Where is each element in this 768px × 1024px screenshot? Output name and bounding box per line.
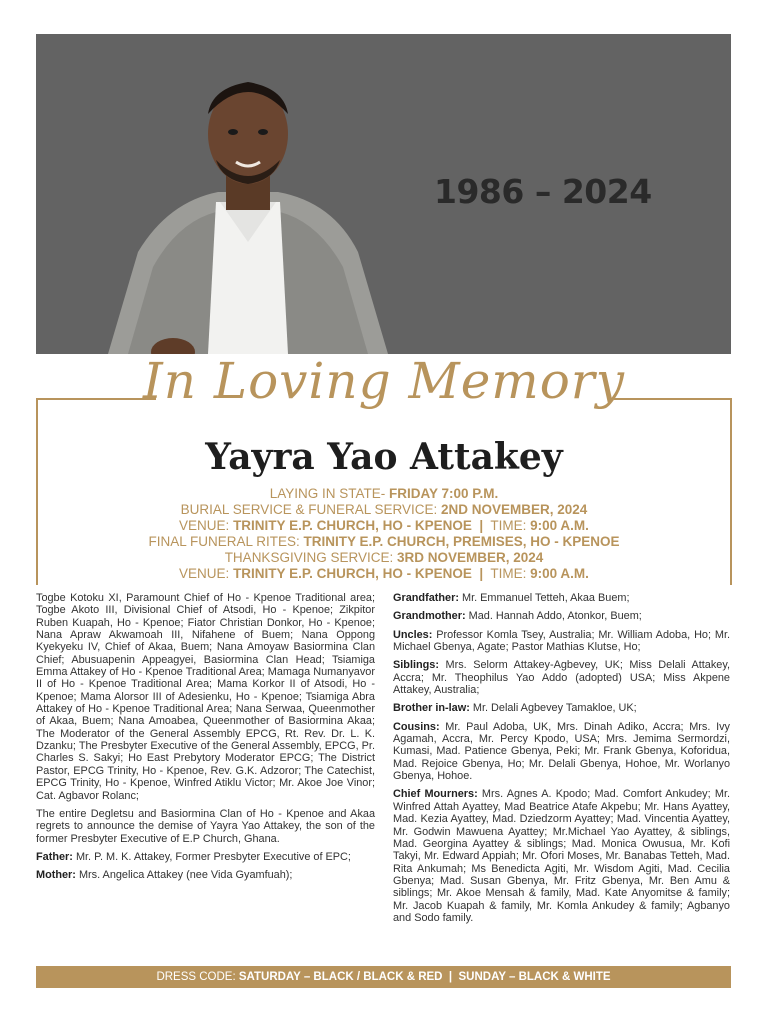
announcement-paragraph: The entire Degletsu and Basiormina Clan of Ho - Kpenoe and Akaa regrets to announce the demise of Yayra Yao Attakey, the son of the former Presbyter Executive of E.P Church, Ghana. <box>36 807 375 845</box>
deceased-name: Yayra Yao Attakey <box>205 436 563 478</box>
life-years: 1986 – 2024 <box>434 172 652 211</box>
right-column <box>393 592 730 930</box>
siblings-paragraph: Siblings: Mrs. Selorm Attakey-Agbevey, UK; Miss Delali Attakey, Accra; Mr. Theophilus Yao Addo (adopted) USA; Miss Akpene Attakey, Australia; <box>393 659 730 697</box>
service-line: VENUE: TRINITY E.P. CHURCH, HO - KPENOE | TIME: 9:00 A.M. <box>179 518 589 533</box>
left-column <box>36 592 375 888</box>
service-line: LAYING IN STATE- FRIDAY 7:00 P.M. <box>269 486 499 501</box>
chiefs-paragraph: Togbe Kotoku XI, Paramount Chief of Ho - Kpenoe Traditional area; Togbe Akoto III, Divisional Chief of Atsodi, Ho - Kpenoe; Zikpitor Ruben Kuapah, Ho - Kpenoe; Fiator Christian Donkor, Ho - Kpenoe; Nana Apraw Akwamoah III, Nifahene of Buem; Nana Oppong Kyekyeku IV, Chief of Akaa, Buem; Nana Amoyaw Basiormina Clan Chief; Abusuapenin Appeagyei, Basiormina Clan Head; Tsiamiga Emma Attakey of Ho - Kpenoe Traditional Area; Mamaga Numanyavor II of Ho - Kpenoe Traditional Area; Mama Korkor II of Atsodi, Ho - Kpenoe; Mama Alorsor III of Adesienku, Ho - Kpenoe; Tsiamiga Abra Attakey of Ho - Kpenoe Traditional Area; Nana Serwaa, Queenmother of Akaa, Buem; Nana Amoabea, Queenmother of Basiormina Akaa; The Moderator of the General Assembly EPCG, Rt. Rev. Dr. L. K. Dzanku; The Presbyter Executive of the General Assembly, EPCG, Pr. Charles S. Sakyi; Ho East Prebytory Moderator EPCG; The District Pastor, EPCG Trinity, Ho - Kpenoe, Rev. G.K. Adzoror; The Catechist, EPCG Trinity, Ho - Kpenoe, Winfred Atiklu Victor; Mr. Akoe Joe Vinor; Cat. Agbavor Rolanc; <box>36 592 375 802</box>
portrait-photo <box>98 52 398 354</box>
chief-mourners-paragraph: Chief Mourners: Mrs. Agnes A. Kpodo; Mad. Comfort Ankudey; Mr. Winfred Attah Ayattey, Mad Beatrice Atafe Akpebu; Mr. Hans Ayattey, Mad. Kezia Ayattey, Mad. Dziedzorm Ayattey; Mad. Vincentia Ayattey, Mr. Godwin Mawuena Ayattey; Mr.Michael Yao Ayattey, & siblings, Mad. Georgina Ayattey & siblings; Mad. Monica Owusua, Mr. Kofi Takyi, Mr. Edward Appiah; Mr. Ofori Moses, Mr. Banabas Tetteh, Mad. Rita Ankumah; Ms Benedicta Agiti, Mr. Wisdom Agiti, Mad. Cecilia Gbenya; Mad. Susan Gbenya, Mr. Fritz Gbenya, Mr. Ben Amu & siblings; Mr. Akoe Mensah & family, Mad. Kate Anyomitse & family; Mr. Jacob Kuapah & family, Mr. Komla Ankudey & family; Agbanyo and Sodo family. <box>393 788 731 924</box>
mother-paragraph: Mother: Mrs. Angelica Attakey (nee Vida Gyamfuah); <box>36 869 293 882</box>
in-loving-memory-title: In Loving Memory <box>143 352 625 410</box>
grandfather-paragraph: Grandfather: Mr. Emmanuel Tetteh, Akaa Buem; <box>393 592 630 604</box>
grandmother-paragraph: Grandmother: Mad. Hannah Addo, Atonkor, Buem; <box>393 610 642 623</box>
dress-code-bar: DRESS CODE: SATURDAY – BLACK / BLACK & RED | SUNDAY – BLACK & WHITE <box>36 966 731 988</box>
service-line: BURIAL SERVICE & FUNERAL SERVICE: 2ND NOVEMBER, 2024 <box>180 502 588 517</box>
cousins-paragraph: Cousins: Mr. Paul Adoba, UK, Mrs. Dinah Adiko, Accra; Mrs. Ivy Agamah, Accra, Mr. Percy Kpodo, USA; Mrs. Jemima Sermordzi, Kumasi, Mad. Patience Gbenya, Peki; Mr. Frank Gbenya, Koforidua, Mad. Rejoice Gbenya, Ho; Mr. Delali Gbenya, Hohoe, Mr. Worlanyo Gbenya, Hohoe. <box>393 720 730 783</box>
brother-in-law-paragraph: Brother in-law: Mr. Delali Agbevey Tamakloe, UK; <box>393 702 637 715</box>
service-line: THANKSGIVING SERVICE: 3RD NOVEMBER, 2024 <box>224 550 544 565</box>
father-paragraph: Father: Mr. P. M. K. Attakey, Former Presbyter Executive of EPC; <box>36 850 351 863</box>
hero-banner <box>36 34 731 354</box>
service-line: VENUE: TRINITY E.P. CHURCH, HO - KPENOE | TIME: 9:00 A.M. <box>179 566 589 581</box>
uncles-paragraph: Uncles: Professor Komla Tsey, Australia; Mr. William Adoba, Ho; Mr. Michael Gbenya, Agate; Pastor Mathias Klutse, Ho; <box>393 628 730 654</box>
service-line: FINAL FUNERAL RITES: TRINITY E.P. CHURCH, PREMISES, HO - KPENOE <box>148 534 620 549</box>
